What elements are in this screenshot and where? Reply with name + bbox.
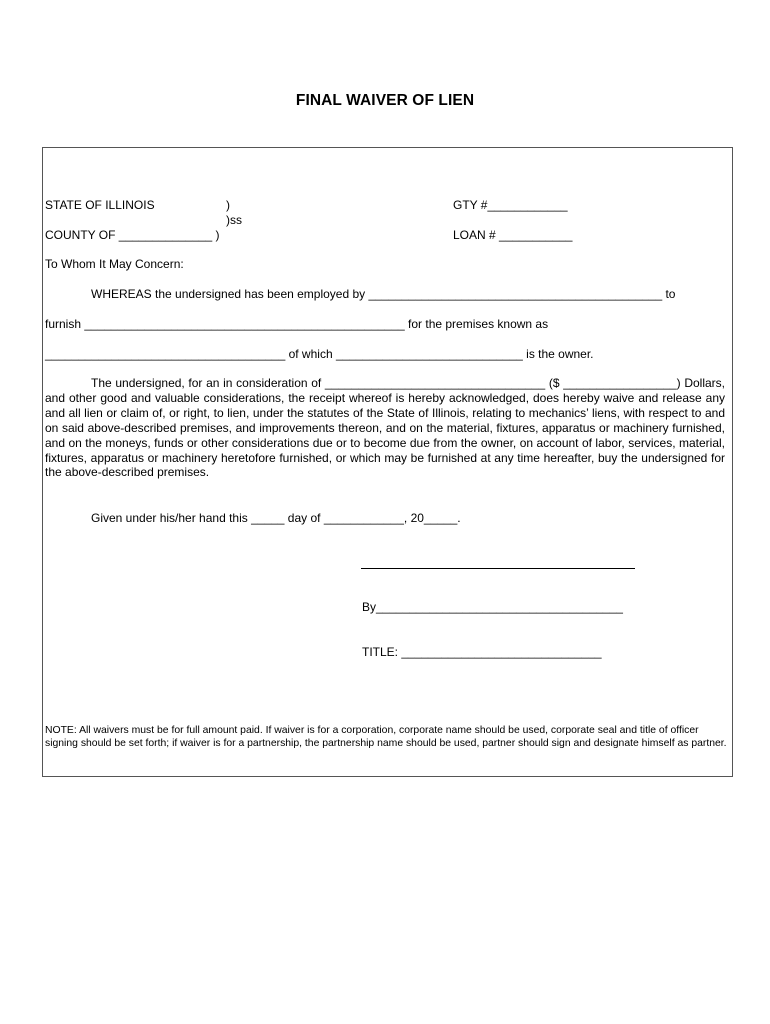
owner-line: ____________________________________ of which ____________________________ is the owner. [45,347,594,361]
venue-ss: )ss [226,213,242,227]
salutation: To Whom It May Concern: [45,257,184,271]
gty-field: GTY #____________ [453,198,568,212]
signature-line [361,568,635,569]
consideration-paragraph [45,376,725,480]
venue-bracket-top: ) [226,198,230,212]
given-line: Given under his/her hand this _____ day of ____________, 20_____. [91,511,461,525]
county-field: COUNTY OF ______________ ) [45,228,220,242]
by-line: By_____________________________________ [362,600,623,614]
furnish-line: furnish ________________________________________________ for the premises known as [45,317,549,331]
document-title: FINAL WAIVER OF LIEN [295,92,475,109]
state-label: STATE OF ILLINOIS [45,198,155,212]
consideration-text: The undersigned, for an in consideration of _________________________________ ($ _________________) Dollars, and other good and valuable considerations, the receipt whereof is hereby acknowledged, does hereby waive and release any and all lien or claim of, or right, to lien, under the statutes of the State of Illinois, relating to mechanics’ liens, with respect to and on said above-described premises, and improvements thereon, and on the material, fixtures, apparatus or machinery furnished, and on the moneys, funds or other considerations due or to become due from the owner, on account of labor, services, material, fixtures, apparatus or machinery heretofore furnished, or which may be furnished at any time hereafter, buy the undersigned for the above-described premises. [45,376,725,480]
loan-field: LOAN # ___________ [453,228,573,242]
whereas-line: WHEREAS the undersigned has been employed by ____________________________________________ to [91,287,676,301]
note: NOTE: All waivers must be for full amount paid. If waiver is for a corporation, corporate name should be used, corporate seal and title of officer signing should be set forth; if waiver is for a partnership, the partnership name should be used, partner should sign and designate himself as partner. [45,725,727,750]
title-line: TITLE: ______________________________ [362,645,602,659]
